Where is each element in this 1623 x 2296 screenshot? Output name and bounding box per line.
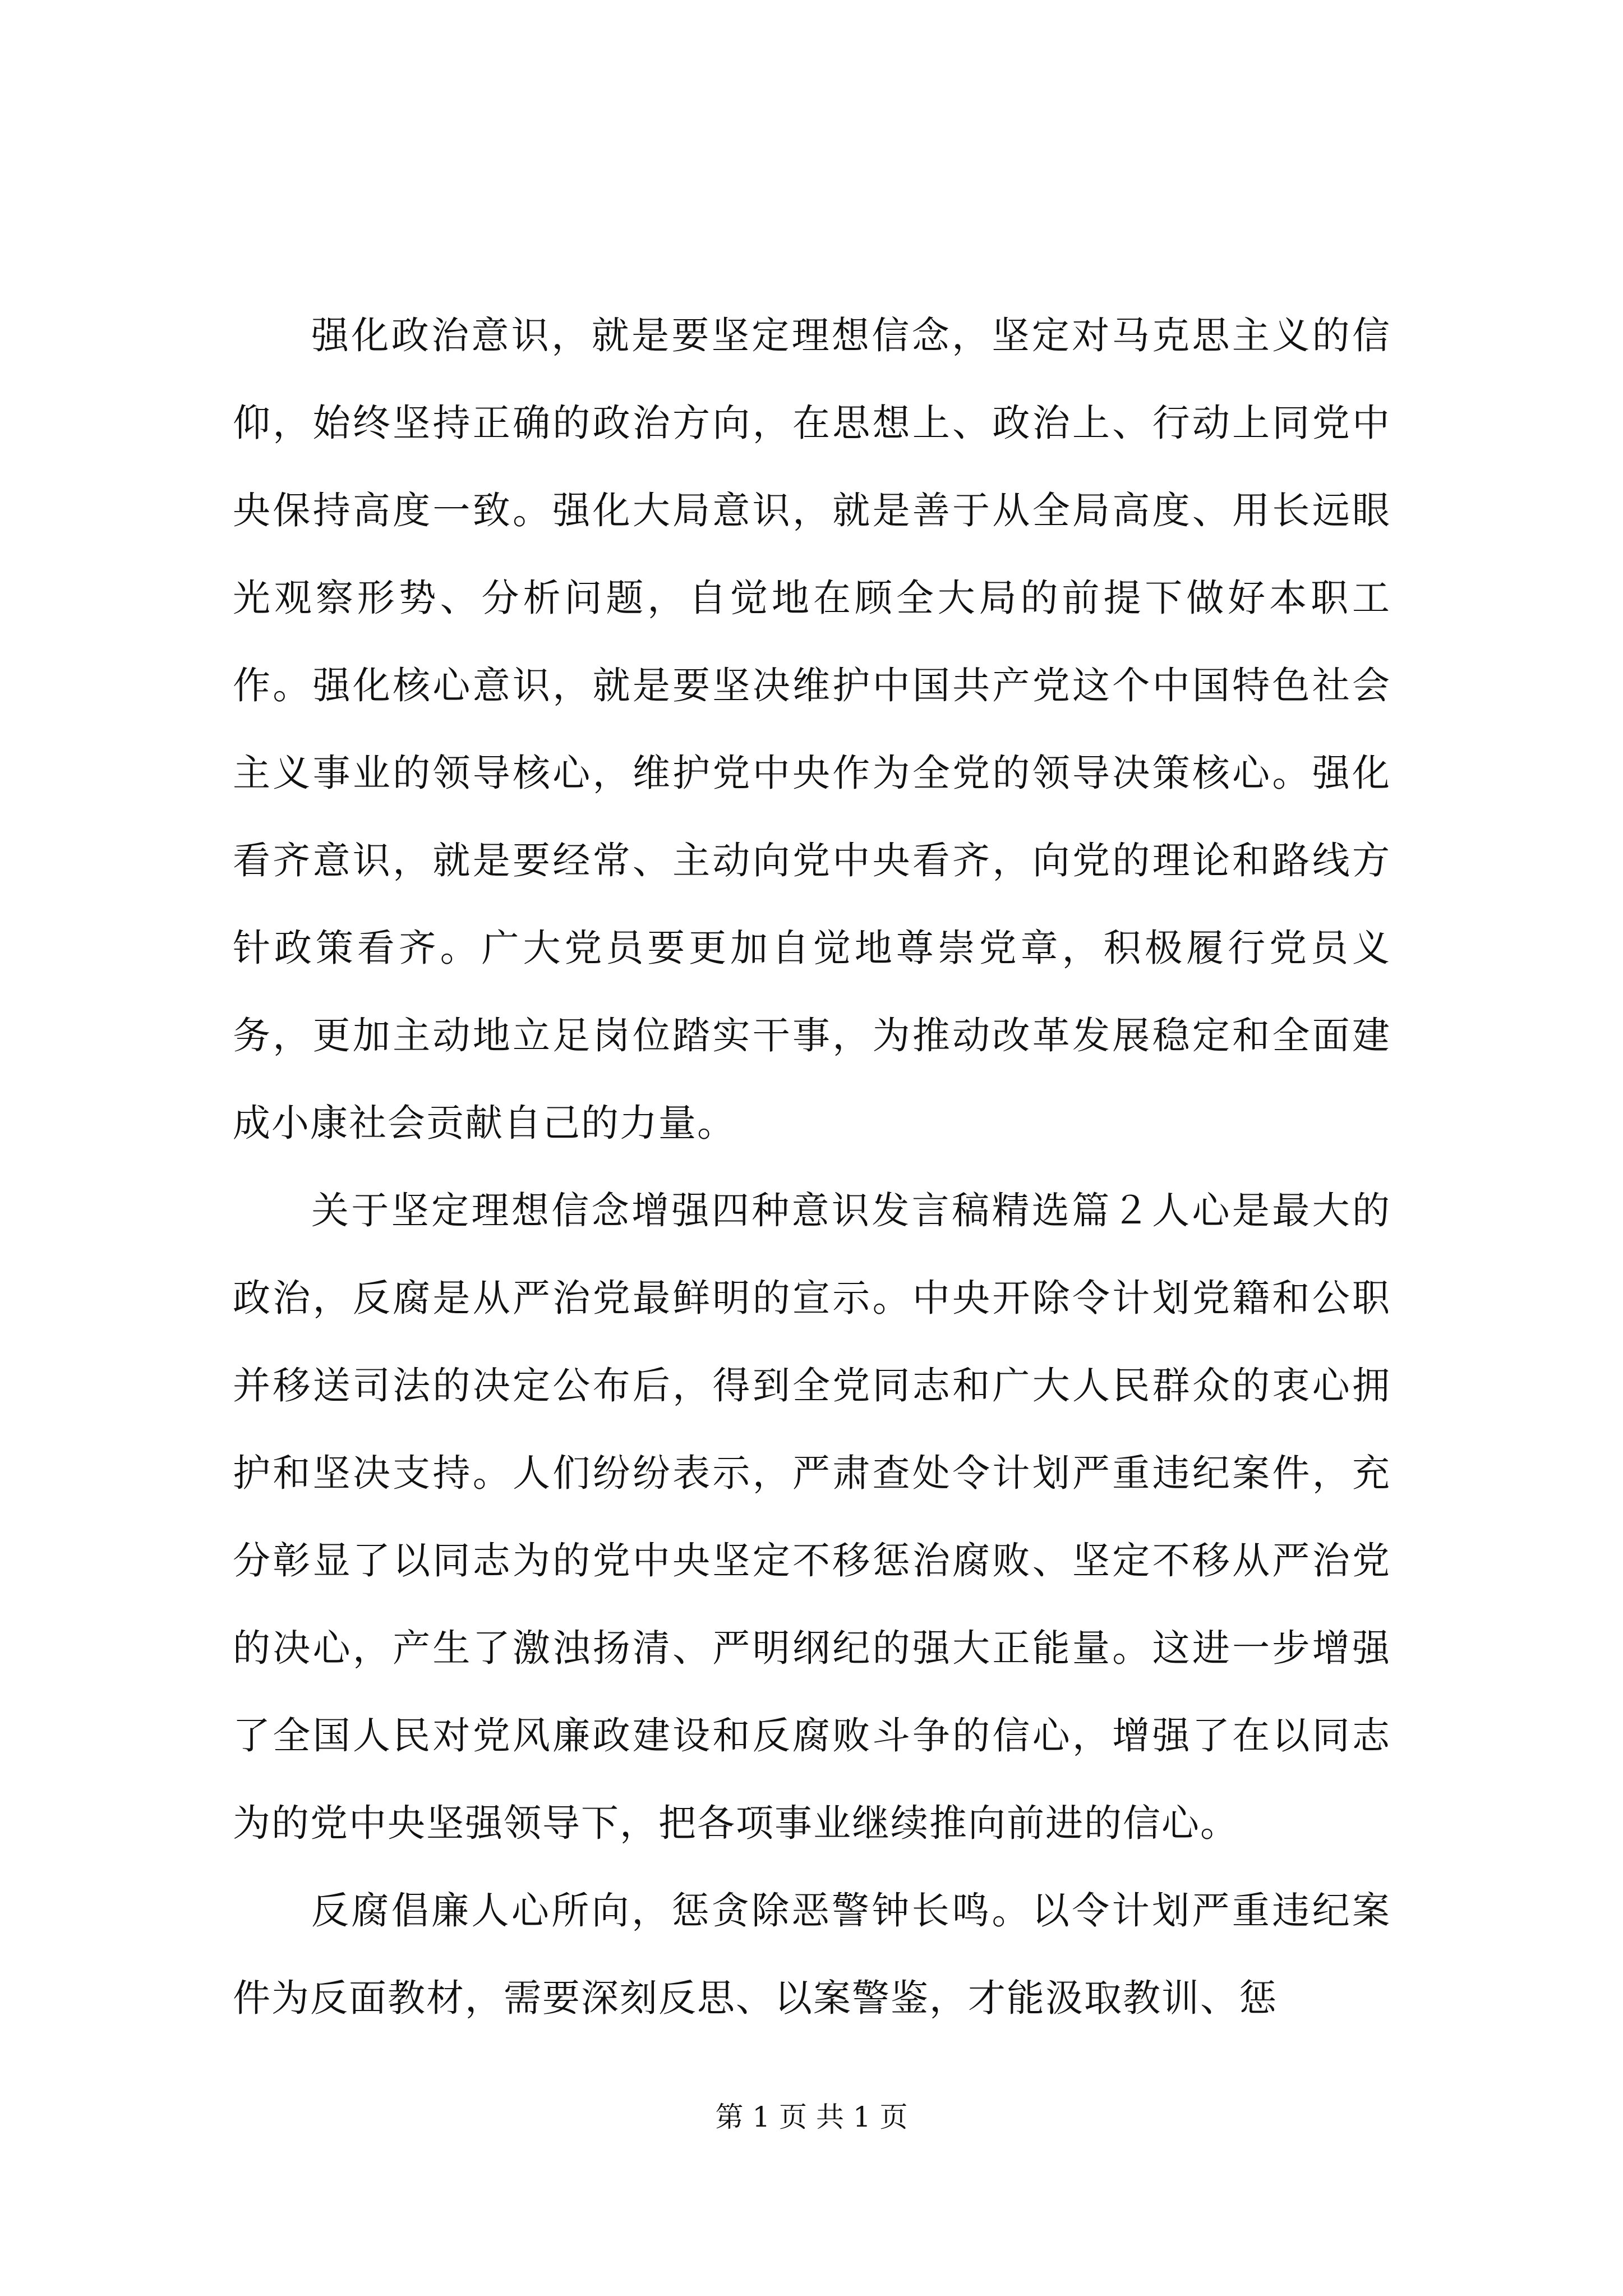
document-body bbox=[233, 292, 1391, 2042]
paragraph-1: 强化政治意识，就是要坚定理想信念，坚定对马克思主义的信仰，始终坚持正确的政治方向，在思想上、政治上、行动上同党中央保持高度一致。强化大局意识，就是善于从全局高度、用长远眼光观察形势、分析问题，自觉地在顾全大局的前提下做好本职工作。强化核心意识，就是要坚决维护中国共产党这个中国特色社会主义事业的领导核心，维护党中央作为全党的领导决策核心。强化看齐意识，就是要经常、主动向党中央看齐，向党的理论和路线方针政策看齐。广大党员要更加自觉地尊崇党章，积极履行党员义务，更加主动地立足岗位踏实干事，为推动改革发展稳定和全面建成小康社会贡献自己的力量。 bbox=[233, 314, 1391, 1145]
paragraph-2: 关于坚定理想信念增强四种意识发言稿精选篇２人心是最大的政治，反腐是从严治党最鲜明的宣示。中央开除令计划党籍和公职并移送司法的决定公布后，得到全党同志和广大人民群众的衷心拥护和坚决支持。人们纷纷表示，严肃查处令计划严重违纪案件，充分彰显了以同志为的党中央坚定不移惩治腐败、坚定不移从严治党的决心，产生了激浊扬清、严明纲纪的强大正能量。这进一步增强了全国人民对党风廉政建设和反腐败斗争的信心，增强了在以同志为的党中央坚强领导下，把各项事业继续推向前进的信心。 bbox=[233, 1189, 1391, 1845]
page-footer: 第 1 页 共 1 页 bbox=[715, 2101, 908, 2133]
paragraph-3: 反腐倡廉人心所向，惩贪除恶警钟长鸣。以令计划严重违纪案件为反面教材，需要深刻反思、以案警鉴，才能汲取教训、惩 bbox=[233, 1889, 1391, 2020]
